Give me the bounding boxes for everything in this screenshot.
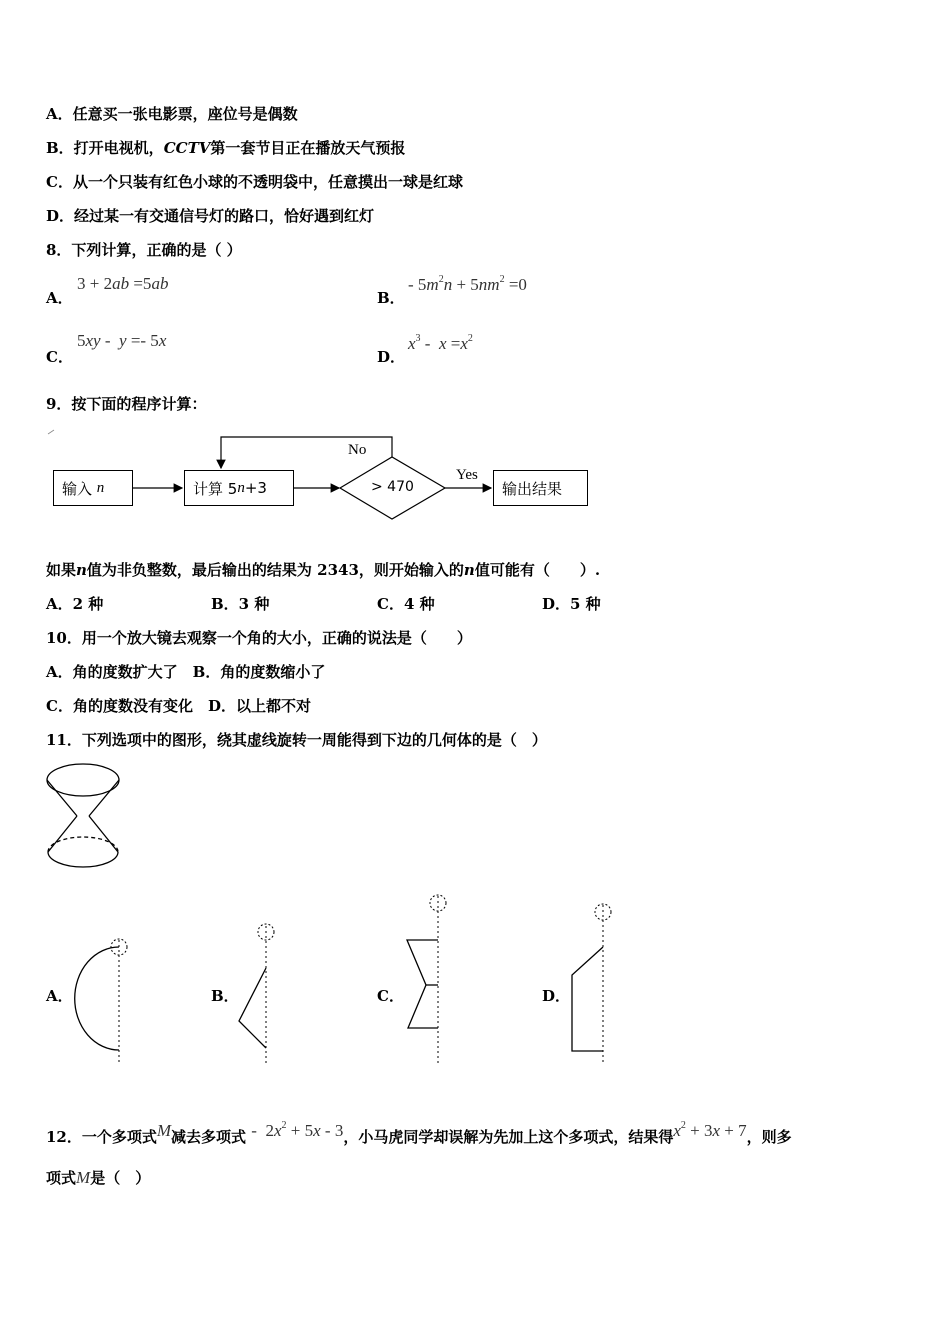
q11-stem: 11．下列选项中的图形，绕其虚线旋转一周能得到下边的几何体的是（ ） [46, 731, 547, 749]
q9-text-post: 值可能有（ ）. [474, 561, 601, 579]
q7-option-b-cctv: CCTV [163, 139, 211, 157]
flow-condition: > 470 [371, 479, 414, 495]
flow-compute-label: 计算 5 [193, 479, 238, 498]
q9-option-a: A．2 种 [46, 595, 104, 613]
q8-formula-d: $x^3 - x =x^2$ [408, 333, 473, 353]
q12-pre: 12．一个多项式 [46, 1128, 157, 1146]
q11-option-a: A． [46, 987, 73, 1005]
q12-poly-2: $x^2 + 3x + 7$ [673, 1120, 747, 1140]
q7-option-d: D．经过某一有交通信号灯的路口，恰好遇到红灯 [46, 207, 375, 225]
flow-yes-label: Yes [456, 467, 478, 483]
q8-formula-a: 3 + 2ab =5ab [77, 274, 169, 293]
q10-stem: 10．用一个放大镜去观察一个角的大小，正确的说法是（ ） [46, 629, 472, 647]
q12-line-1 [46, 1108, 792, 1155]
q8-formula-c: 5xy - y =- 5x [77, 331, 167, 350]
q9-text-pre: 如果 [46, 561, 77, 579]
q9-option-d: D．5 种 [542, 595, 601, 613]
q10-options-ab: A．角的度数扩大了 B．角的度数缩小了 [46, 663, 326, 681]
q9-option-c: C．4 种 [377, 595, 435, 613]
q9-var2: n [463, 561, 475, 579]
q8-label-d: D． [377, 348, 406, 366]
q8-label-a: A． [46, 289, 73, 307]
q7-option-a: A．任意买一张电影票，座位号是偶数 [46, 105, 298, 123]
flow-output-label: 输出结果 [502, 479, 563, 498]
q12-mid1: 减去多项式 [171, 1128, 247, 1146]
flow-no-label: No [348, 442, 367, 458]
q12-line2-post: 是（ ） [90, 1169, 151, 1187]
q12-poly-1: - $2x^2 + 5x - 3$ [251, 1120, 344, 1140]
flow-compute-tail: +3 [244, 479, 267, 497]
q8-stem: 8．下列计算，正确的是（ ） [46, 241, 242, 259]
q9-stem: 9．按下面的程序计算： [46, 395, 207, 413]
q11-option-b: B． [211, 987, 239, 1005]
option-d-figure [572, 904, 611, 1064]
q8-label-c: C． [46, 348, 73, 366]
q11-option-c: C． [377, 987, 404, 1005]
q12-post: ，则多 [746, 1128, 792, 1146]
flow-input-label: 输入 [62, 479, 93, 498]
q7-option-b-suffix: 第一套节目正在播放天气预报 [210, 139, 406, 157]
option-c-figure [407, 895, 446, 1064]
q12-m1: M [156, 1121, 172, 1140]
option-a-figure [75, 939, 127, 1064]
q10-options-cd: C．角的度数没有变化 D．以上都不对 [46, 697, 311, 715]
q7-option-b-prefix: B．打开电视机， [46, 139, 164, 157]
q11-option-d: D． [542, 987, 571, 1005]
q12-m2: M [76, 1168, 91, 1187]
q7-option-c: C．从一个只装有红色小球的不透明袋中，任意摸出一球是红球 [46, 173, 463, 191]
flow-compute-var: n [237, 479, 245, 496]
option-b-figure [239, 924, 274, 1064]
q9-option-b: B．3 种 [211, 595, 270, 613]
q12-line-2 [46, 1167, 150, 1188]
q9-var1: n [76, 561, 87, 579]
q12-line2-pre: 项式 [46, 1169, 77, 1187]
q8-label-b: B． [377, 289, 405, 307]
q8-formula-b: - $5m^2n + 5nm^2 =0$ [408, 274, 527, 294]
double-cone-figure [47, 764, 119, 867]
q9-text-mid: 值为非负整数，最后输出的结果为 2343，则开始输入的 [86, 561, 464, 579]
flow-input-var: n [96, 479, 105, 496]
q12-mid2: ，小马虎同学却误解为先加上这个多项式，结果得 [343, 1128, 674, 1146]
